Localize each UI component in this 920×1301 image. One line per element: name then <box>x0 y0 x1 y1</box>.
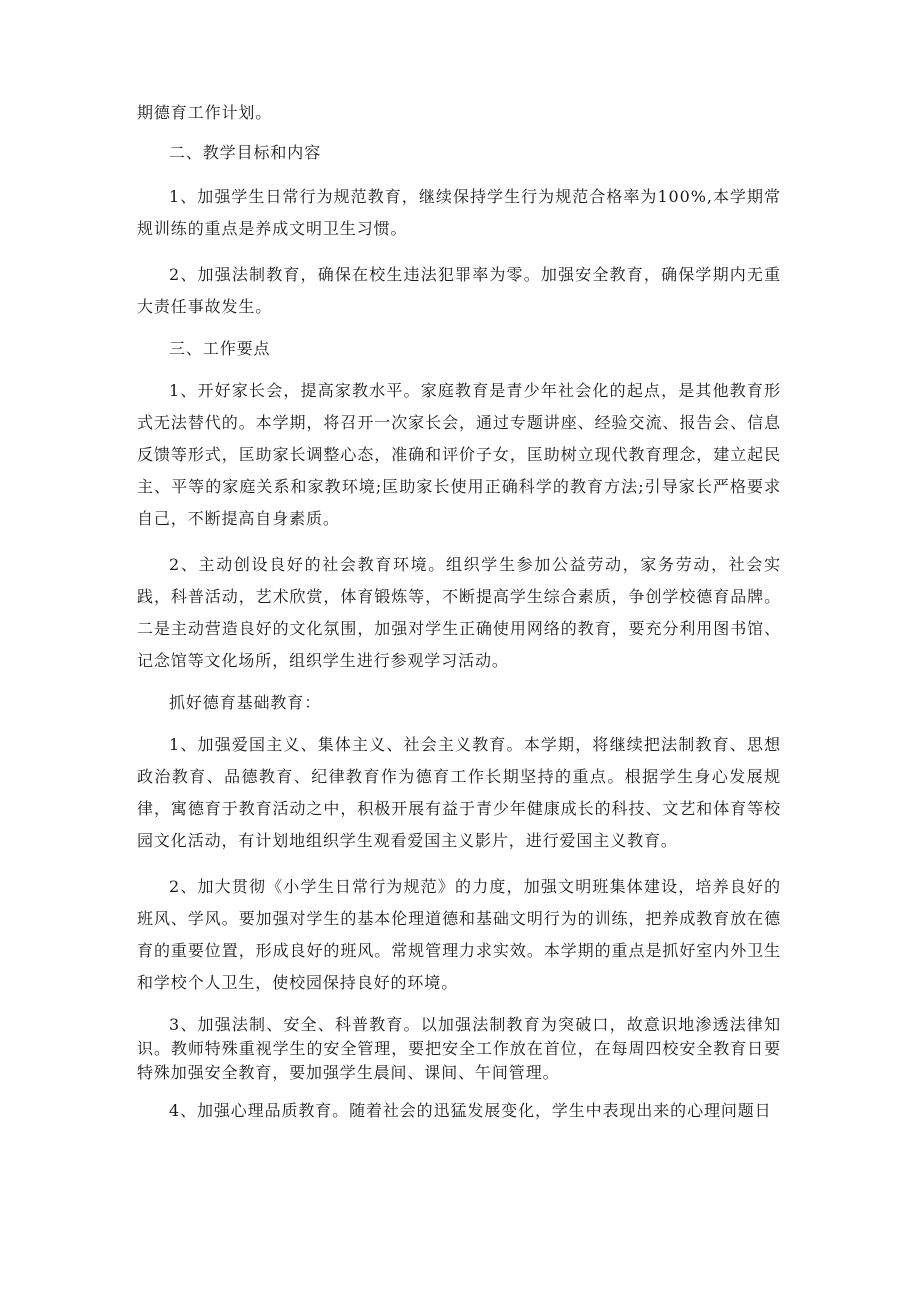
heading-moral-basics: 抓好德育基础教育： <box>169 693 322 712</box>
paragraph-continuation: 期德育工作计划。 <box>137 103 273 122</box>
heading-teaching-goals: 二、教学目标和内容 <box>169 143 322 162</box>
heading-work-points: 三、工作要点 <box>169 339 271 358</box>
paragraph-code-of-conduct: 2、加大贯彻《小学生日常行为规范》的力度，加强文明班集体建设，培养良好的班风、学风。要加强对学生的基本伦理道德和基础文明行为的训练，把养成教育放在德育的重要位置，形成良好的班风。常规管理力求实效。本学期的重点是抓好室内外卫生和学校个人卫生，使校园保持良好的环境。 <box>137 877 781 992</box>
paragraph-patriotism: 1、加强爱国主义、集体主义、社会主义教育。本学期，将继续把法制教育、思想政治教育、品德教育、纪律教育作为德育工作长期坚持的重点。根据学生身心发展规律，寓德育于教育活动之中，积极开展有益于青少年健康成长的科技、文艺和体育等校园文化活动，有计划地组织学生观看爱国主义影片，进行爱国主义教育。 <box>137 735 781 850</box>
document-body <box>137 101 781 1123</box>
paragraph-psychology: 4、加强心理品质教育。随着社会的迅猛发展变化，学生中表现出来的心理问题日 <box>169 1101 772 1120</box>
paragraph-goal-1: 1、加强学生日常行为规范教育，继续保持学生行为规范合格率为100%,本学期常规训练的重点是养成文明卫生习惯。 <box>137 187 781 238</box>
paragraph-goal-2: 2、加强法制教育，确保在校生违法犯罪率为零。加强安全教育，确保学期内无重大责任事故发生。 <box>137 265 781 316</box>
paragraph-social-environment: 2、主动创设良好的社会教育环境。组织学生参加公益劳动，家务劳动，社会实践，科普活动，艺术欣赏，体育锻炼等，不断提高学生综合素质，争创学校德育品牌。二是主动营造良好的文化氛围，加强对学生正确使用网络的教育，要充分利用图书馆、记念馆等文化场所，组织学生进行参观学习活动。 <box>137 555 781 670</box>
paragraph-parent-meeting: 1、开好家长会，提高家教水平。家庭教育是青少年社会化的起点，是其他教育形式无法替代的。本学期，将召开一次家长会，通过专题讲座、经验交流、报告会、信息反馈等形式，匡助家长调整心态，准确和评价子女，匡助树立现代教育理念，建立起民主、平等的家庭关系和家教环境;匡助家长使用正确科学的教育方法;引导家长严格要求自己，不断提高自身素质。 <box>137 381 781 528</box>
paragraph-legal-safety: 3、加强法制、安全、科普教育。以加强法制教育为突破口，故意识地渗透法律知识。教师特殊重视学生的安全管理，要把安全工作放在首位，在每周四校安全教育日要特殊加强安全教育，要加强学生晨间、课间、午间管理。 <box>137 1015 781 1082</box>
